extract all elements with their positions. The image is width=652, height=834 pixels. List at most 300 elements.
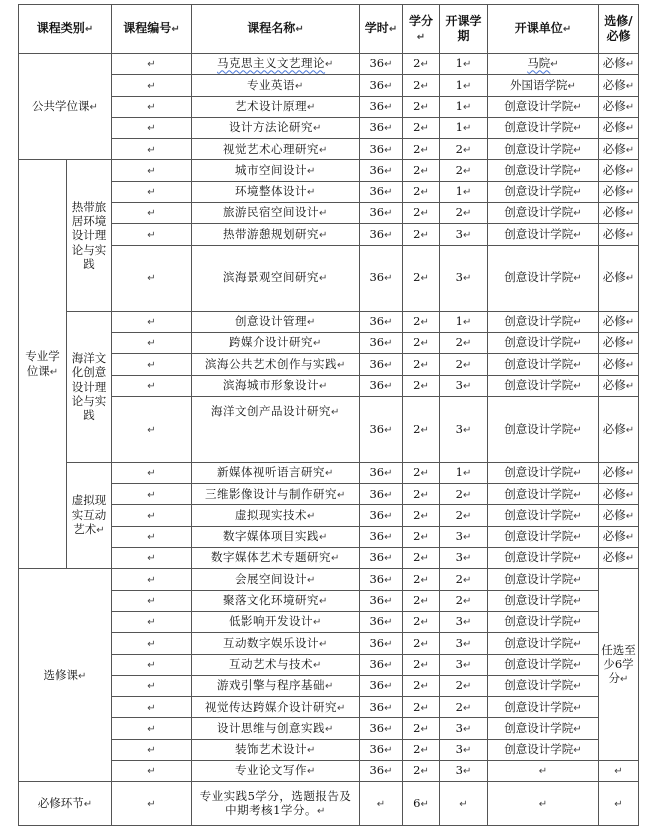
course-credits: 2↵ (403, 139, 440, 160)
paragraph-mark: ↵ (538, 799, 548, 811)
course-name: 视觉传达跨媒介设计研究↵ (192, 697, 360, 718)
paragraph-mark: ↵ (625, 424, 635, 436)
header-name: 课程名称↵ (192, 5, 360, 54)
course-type: 必修↵ (599, 160, 639, 181)
paragraph-mark: ↵ (147, 681, 156, 693)
course-department: 创意设计学院↵ (488, 718, 599, 739)
paragraph-mark: ↵ (319, 144, 328, 156)
table-row (19, 590, 639, 611)
course-type: 必修↵ (599, 505, 639, 526)
paragraph-mark: ↵ (337, 359, 346, 371)
paragraph-mark: ↵ (420, 317, 429, 329)
course-code (112, 675, 192, 696)
paragraph-mark: ↵ (462, 468, 472, 480)
paragraph-mark: ↵ (573, 659, 582, 671)
paragraph-mark: ↵ (462, 187, 472, 199)
table-row (19, 654, 639, 675)
paragraph-mark: ↵ (420, 229, 429, 241)
paragraph-mark: ↵ (573, 702, 582, 714)
paragraph-mark: ↵ (625, 380, 635, 392)
course-hours: 36↵ (360, 484, 403, 505)
paragraph-mark: ↵ (313, 123, 322, 135)
course-code (112, 569, 192, 590)
paragraph-mark: ↵ (147, 123, 156, 135)
paragraph-mark: ↵ (384, 532, 393, 544)
table-row (19, 160, 639, 181)
table-row (19, 761, 639, 782)
course-name: 专业论文写作↵ (192, 761, 360, 782)
paragraph-mark: ↵ (147, 638, 156, 650)
paragraph-mark: ↵ (462, 553, 472, 565)
course-code (112, 75, 192, 96)
course-department: 创意设计学院↵ (488, 332, 599, 353)
table-row (19, 548, 639, 569)
table-row (19, 54, 639, 75)
course-semester: 1↵ (440, 462, 488, 483)
course-name: 海洋文创产品设计研究↵ (192, 396, 360, 462)
course-department: 创意设计学院↵ (488, 224, 599, 245)
paragraph-mark: ↵ (147, 229, 156, 241)
course-semester: 1↵ (440, 181, 488, 202)
paragraph-mark: ↵ (420, 510, 429, 522)
table-row (19, 611, 639, 632)
paragraph-mark: ↵ (573, 187, 582, 199)
paragraph-mark: ↵ (420, 273, 429, 285)
paragraph-mark: ↵ (550, 59, 559, 71)
course-name: 旅游民宿空间设计↵ (192, 203, 360, 224)
paragraph-mark: ↵ (147, 489, 156, 501)
course-name: 视觉艺术心理研究↵ (192, 139, 360, 160)
course-hours: 36↵ (360, 505, 403, 526)
paragraph-mark: ↵ (384, 468, 393, 480)
paragraph-mark: ↵ (573, 338, 582, 350)
course-semester: 3↵ (440, 633, 488, 654)
course-code (112, 311, 192, 332)
course-name: 互动数字娱乐设计↵ (192, 633, 360, 654)
paragraph-mark: ↵ (147, 208, 156, 220)
group-elective: 选修课↵ (19, 569, 112, 782)
course-name: 马克思主义文艺理论↵ (192, 54, 360, 75)
table-row (19, 181, 639, 202)
paragraph-mark: ↵ (307, 766, 316, 778)
required-part-description: 专业实践5学分，选题报告及中期考核1学分。↵ (192, 782, 360, 826)
course-department: 创意设计学院↵ (488, 117, 599, 138)
course-hours: 36↵ (360, 739, 403, 760)
paragraph-mark: ↵ (319, 596, 328, 608)
course-hours: 36↵ (360, 611, 403, 632)
course-semester: 3↵ (440, 548, 488, 569)
course-credits: 2↵ (403, 590, 440, 611)
course-hours: 36↵ (360, 697, 403, 718)
header-category: 课程类别↵ (19, 5, 112, 54)
course-type: 必修↵ (599, 54, 639, 75)
paragraph-mark: ↵ (420, 359, 429, 371)
paragraph-mark: ↵ (462, 229, 472, 241)
course-hours: 36↵ (360, 396, 403, 462)
paragraph-mark: ↵ (147, 702, 156, 714)
table-row (19, 569, 639, 590)
course-code (112, 718, 192, 739)
table-row (19, 739, 639, 760)
course-semester: 1↵ (440, 96, 488, 117)
paragraph-mark: ↵ (420, 553, 429, 565)
course-department: 创意设计学院↵ (488, 160, 599, 181)
paragraph-mark: ↵ (147, 574, 156, 586)
course-type (599, 761, 639, 782)
paragraph-mark: ↵ (462, 59, 472, 71)
course-semester: 1↵ (440, 54, 488, 75)
course-credits: 2↵ (403, 484, 440, 505)
course-name: 装饰艺术设计↵ (192, 739, 360, 760)
course-type: 必修↵ (599, 203, 639, 224)
course-type: 必修↵ (599, 526, 639, 547)
course-hours: 36↵ (360, 590, 403, 611)
paragraph-mark: ↵ (420, 144, 429, 156)
paragraph-mark: ↵ (420, 165, 429, 177)
course-hours: 36↵ (360, 354, 403, 375)
course-hours: 36↵ (360, 675, 403, 696)
course-semester: 2↵ (440, 203, 488, 224)
course-department: 创意设计学院↵ (488, 139, 599, 160)
course-code (112, 590, 192, 611)
course-credits: 2↵ (403, 526, 440, 547)
paragraph-mark: ↵ (89, 101, 98, 113)
course-credits: 2↵ (403, 548, 440, 569)
paragraph-mark: ↵ (420, 799, 429, 811)
course-type: 必修↵ (599, 311, 639, 332)
paragraph-mark: ↵ (147, 317, 156, 329)
paragraph-mark: ↵ (625, 208, 635, 220)
course-hours: 36↵ (360, 96, 403, 117)
course-semester: 2↵ (440, 569, 488, 590)
course-department: 创意设计学院↵ (488, 590, 599, 611)
course-department: 创意设计学院↵ (488, 311, 599, 332)
paragraph-mark: ↵ (331, 406, 340, 418)
course-department: 创意设计学院↵ (488, 181, 599, 202)
paragraph-mark: ↵ (420, 638, 429, 650)
course-semester: 2↵ (440, 139, 488, 160)
table-row (19, 505, 639, 526)
paragraph-mark: ↵ (325, 723, 334, 735)
course-name: 互动艺术与技术↵ (192, 654, 360, 675)
course-code (112, 505, 192, 526)
course-department: 创意设计学院↵ (488, 245, 599, 311)
table-row (19, 75, 639, 96)
course-name: 艺术设计原理↵ (192, 96, 360, 117)
course-department: 创意设计学院↵ (488, 462, 599, 483)
paragraph-mark: ↵ (625, 123, 635, 135)
paragraph-mark: ↵ (49, 366, 59, 378)
course-code (112, 761, 192, 782)
course-credits: 2↵ (403, 117, 440, 138)
course-credits: 2↵ (403, 181, 440, 202)
paragraph-mark: ↵ (420, 424, 429, 436)
course-type: 必修↵ (599, 462, 639, 483)
paragraph-mark: ↵ (384, 187, 393, 199)
course-table-body (19, 54, 639, 826)
table-row (19, 245, 639, 311)
course-name: 虚拟现实技术↵ (192, 505, 360, 526)
paragraph-mark: ↵ (313, 659, 322, 671)
table-row (19, 332, 639, 353)
course-department: 外国语学院↵ (488, 75, 599, 96)
paragraph-mark: ↵ (420, 596, 429, 608)
table-row (19, 484, 639, 505)
paragraph-mark: ↵ (462, 165, 472, 177)
course-credits: 2↵ (403, 462, 440, 483)
course-name: 数字媒体项目实践↵ (192, 526, 360, 547)
course-credits: 2↵ (403, 96, 440, 117)
course-hours: 36↵ (360, 245, 403, 311)
course-name: 滨海景观空间研究↵ (192, 245, 360, 311)
paragraph-mark: ↵ (147, 745, 156, 757)
paragraph-mark: ↵ (384, 617, 393, 629)
paragraph-mark: ↵ (573, 745, 582, 757)
paragraph-mark: ↵ (614, 799, 623, 811)
paragraph-mark: ↵ (307, 510, 316, 522)
paragraph-mark: ↵ (462, 424, 472, 436)
paragraph-mark: ↵ (625, 229, 635, 241)
course-department: 创意设计学院↵ (488, 375, 599, 396)
paragraph-mark: ↵ (331, 553, 340, 565)
paragraph-mark: ↵ (420, 59, 429, 71)
paragraph-mark: ↵ (83, 799, 93, 811)
paragraph-mark: ↵ (420, 468, 429, 480)
paragraph-mark: ↵ (337, 702, 346, 714)
paragraph-mark: ↵ (147, 80, 156, 92)
course-semester: 3↵ (440, 396, 488, 462)
course-credits: 2↵ (403, 54, 440, 75)
course-credits: 2↵ (403, 761, 440, 782)
course-name: 设计方法论研究↵ (192, 117, 360, 138)
course-semester: 3↵ (440, 245, 488, 311)
paragraph-mark: ↵ (147, 532, 156, 544)
required-part-type (599, 782, 639, 826)
paragraph-mark: ↵ (376, 799, 386, 811)
paragraph-mark: ↵ (316, 806, 326, 818)
paragraph-mark: ↵ (462, 317, 472, 329)
paragraph-mark: ↵ (420, 745, 429, 757)
header-code: 课程编号↵ (112, 5, 192, 54)
course-credits: 2↵ (403, 160, 440, 181)
paragraph-mark: ↵ (573, 532, 582, 544)
paragraph-mark: ↵ (420, 532, 429, 544)
table-row (19, 526, 639, 547)
paragraph-mark: ↵ (625, 317, 635, 329)
required-part-row (19, 782, 639, 826)
course-department: 创意设计学院↵ (488, 697, 599, 718)
paragraph-mark: ↵ (337, 489, 346, 501)
course-semester: 3↵ (440, 526, 488, 547)
course-name: 专业英语↵ (192, 75, 360, 96)
paragraph-mark: ↵ (420, 187, 429, 199)
paragraph-mark: ↵ (420, 702, 429, 714)
course-code (112, 633, 192, 654)
paragraph-mark: ↵ (573, 229, 582, 241)
paragraph-mark: ↵ (147, 338, 156, 350)
paragraph-mark: ↵ (384, 510, 393, 522)
table-row (19, 96, 639, 117)
paragraph-mark: ↵ (319, 229, 328, 241)
paragraph-mark: ↵ (147, 359, 156, 371)
course-name: 跨媒介设计研究↵ (192, 332, 360, 353)
paragraph-mark: ↵ (319, 638, 328, 650)
paragraph-mark: ↵ (420, 659, 429, 671)
paragraph-mark: ↵ (573, 617, 582, 629)
paragraph-mark: ↵ (325, 59, 334, 71)
paragraph-mark: ↵ (384, 596, 393, 608)
course-semester: 2↵ (440, 590, 488, 611)
paragraph-mark: ↵ (614, 766, 623, 778)
paragraph-mark: ↵ (462, 638, 472, 650)
course-code (112, 354, 192, 375)
paragraph-mark: ↵ (420, 338, 429, 350)
paragraph-mark: ↵ (625, 187, 635, 199)
course-type: 必修↵ (599, 354, 639, 375)
paragraph-mark: ↵ (625, 489, 635, 501)
course-hours: 36↵ (360, 569, 403, 590)
course-credits: 2↵ (403, 611, 440, 632)
paragraph-mark: ↵ (319, 532, 328, 544)
paragraph-mark: ↵ (625, 510, 635, 522)
course-code (112, 117, 192, 138)
course-credits: 2↵ (403, 675, 440, 696)
table-row (19, 139, 639, 160)
course-semester: 1↵ (440, 75, 488, 96)
paragraph-mark: ↵ (573, 596, 582, 608)
required-part-credits: 6↵ (403, 782, 440, 826)
course-semester: 2↵ (440, 160, 488, 181)
paragraph-mark: ↵ (625, 359, 635, 371)
course-department: 创意设计学院↵ (488, 654, 599, 675)
paragraph-mark: ↵ (147, 424, 156, 436)
paragraph-mark: ↵ (384, 638, 393, 650)
paragraph-mark: ↵ (384, 101, 393, 113)
course-hours: 36↵ (360, 224, 403, 245)
paragraph-mark: ↵ (147, 380, 156, 392)
course-credits: 2↵ (403, 505, 440, 526)
paragraph-mark: ↵ (147, 187, 156, 199)
paragraph-mark: ↵ (620, 674, 629, 686)
paragraph-mark: ↵ (462, 101, 472, 113)
course-name: 数字媒体艺术专题研究↵ (192, 548, 360, 569)
subgroup-vr: 虚拟现实互动艺术↵ (67, 462, 112, 568)
paragraph-mark: ↵ (384, 123, 393, 135)
subgroup-tropical: 热带旅居环境设计理论与实践 (67, 160, 112, 311)
course-hours: 36↵ (360, 181, 403, 202)
course-credits: 2↵ (403, 718, 440, 739)
course-hours: 36↵ (360, 75, 403, 96)
paragraph-mark: ↵ (147, 59, 156, 71)
paragraph-mark: ↵ (384, 273, 393, 285)
paragraph-mark: ↵ (625, 273, 635, 285)
paragraph-mark: ↵ (573, 574, 582, 586)
course-name: 新媒体视听语言研究↵ (192, 462, 360, 483)
course-credits: 2↵ (403, 739, 440, 760)
course-type: 必修↵ (599, 245, 639, 311)
paragraph-mark: ↵ (147, 510, 156, 522)
paragraph-mark: ↵ (384, 317, 393, 329)
course-code (112, 739, 192, 760)
paragraph-mark: ↵ (625, 338, 635, 350)
course-code (112, 548, 192, 569)
paragraph-mark: ↵ (573, 489, 582, 501)
course-semester: 3↵ (440, 718, 488, 739)
table-row (19, 396, 639, 462)
paragraph-mark: ↵ (625, 165, 635, 177)
course-hours: 36↵ (360, 654, 403, 675)
course-credits: 2↵ (403, 697, 440, 718)
course-code (112, 224, 192, 245)
paragraph-mark: ↵ (420, 380, 429, 392)
course-code (112, 139, 192, 160)
course-credits: 2↵ (403, 654, 440, 675)
paragraph-mark: ↵ (147, 144, 156, 156)
table-row (19, 375, 639, 396)
paragraph-mark: ↵ (420, 617, 429, 629)
paragraph-mark: ↵ (462, 510, 472, 522)
paragraph-mark: ↵ (384, 380, 393, 392)
paragraph-mark: ↵ (573, 359, 582, 371)
course-hours: 36↵ (360, 718, 403, 739)
course-hours: 36↵ (360, 761, 403, 782)
paragraph-mark: ↵ (462, 80, 472, 92)
paragraph-mark: ↵ (538, 766, 548, 778)
paragraph-mark: ↵ (573, 681, 582, 693)
paragraph-mark: ↵ (462, 659, 472, 671)
paragraph-mark: ↵ (573, 468, 582, 480)
paragraph-mark: ↵ (384, 165, 393, 177)
paragraph-mark: ↵ (462, 338, 472, 350)
course-semester: 3↵ (440, 654, 488, 675)
course-semester: 2↵ (440, 505, 488, 526)
course-semester: 3↵ (440, 224, 488, 245)
table-row (19, 718, 639, 739)
paragraph-mark: ↵ (384, 359, 393, 371)
paragraph-mark: ↵ (625, 468, 635, 480)
course-department: 创意设计学院↵ (488, 611, 599, 632)
table-row (19, 462, 639, 483)
course-code (112, 462, 192, 483)
course-credits: 2↵ (403, 375, 440, 396)
course-type: 必修↵ (599, 117, 639, 138)
paragraph-mark: ↵ (573, 123, 582, 135)
paragraph-mark: ↵ (462, 273, 472, 285)
paragraph-mark: ↵ (625, 144, 635, 156)
course-semester: 2↵ (440, 354, 488, 375)
table-row (19, 311, 639, 332)
paragraph-mark: ↵ (295, 80, 304, 92)
group-required-part: 必修环节↵ (19, 782, 112, 826)
course-code (112, 396, 192, 462)
paragraph-mark: ↵ (567, 80, 576, 92)
course-name: 环境整体设计↵ (192, 181, 360, 202)
paragraph-mark: ↵ (420, 123, 429, 135)
course-type: 必修↵ (599, 96, 639, 117)
paragraph-mark: ↵ (147, 766, 156, 778)
course-credits: 2↵ (403, 569, 440, 590)
paragraph-mark: ↵ (573, 101, 582, 113)
paragraph-mark: ↵ (462, 489, 472, 501)
header-credits: 学分↵ (403, 5, 440, 54)
paragraph-mark: ↵ (420, 723, 429, 735)
course-hours: 36↵ (360, 526, 403, 547)
paragraph-mark: ↵ (325, 681, 334, 693)
paragraph-mark: ↵ (625, 80, 635, 92)
course-code (112, 54, 192, 75)
course-hours: 36↵ (360, 548, 403, 569)
course-hours: 36↵ (360, 633, 403, 654)
